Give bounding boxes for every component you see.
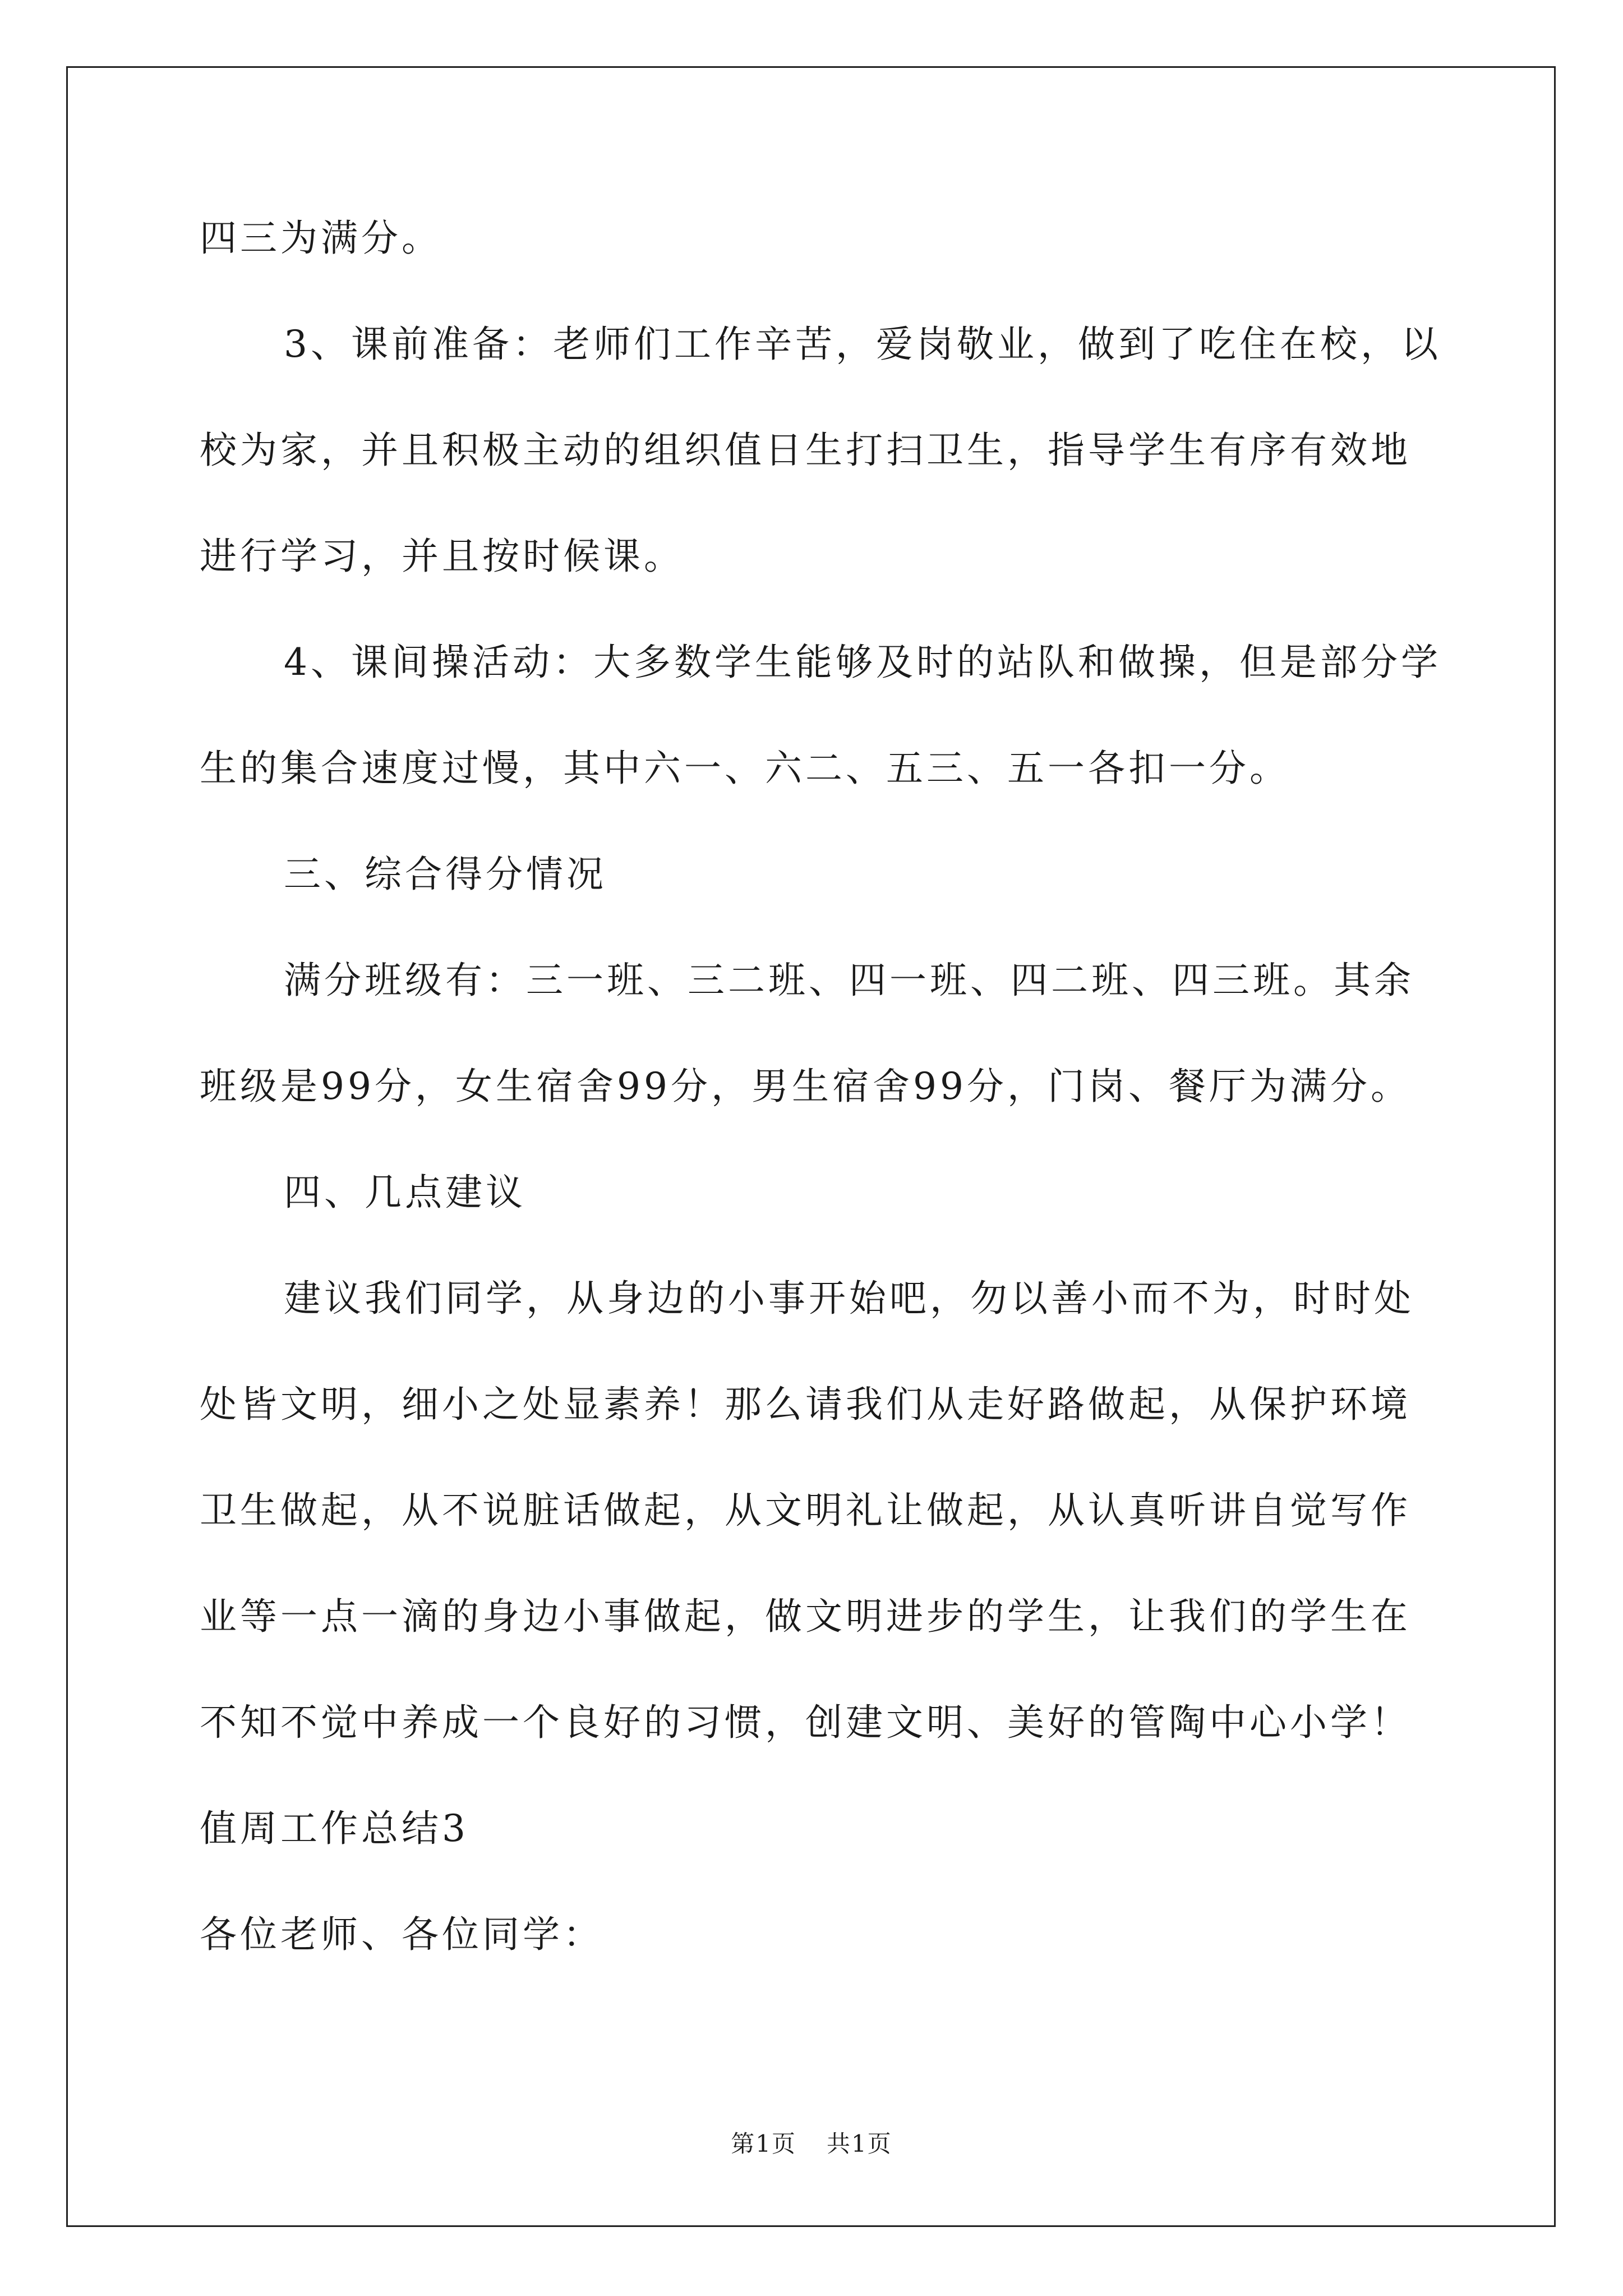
section-heading: 四、几点建议 [284, 1171, 526, 1214]
paragraph-line: 班级是99分，女生宿舍99分，男生宿舍99分，门岗、餐厅为满分。 [200, 1065, 1411, 1108]
paragraph-line: 生的集合速度过慢，其中六一、六二、五三、五一各扣一分。 [200, 747, 1290, 790]
document-body [200, 208, 1441, 2010]
paragraph-line: 不知不觉中养成一个良好的习惯，创建文明、美好的管陶中心小学！ [200, 1701, 1411, 1744]
paragraph-line: 3、课前准备：老师们工作辛苦，爱岗敬业，做到了吃住在校，以 [284, 323, 1441, 366]
salutation: 各位老师、各位同学： [200, 1913, 603, 1956]
paragraph-line: 建议我们同学，从身边的小事开始吧，勿以善小而不为，时时处 [284, 1277, 1414, 1320]
page-number: 第1页 [731, 2130, 796, 2157]
paragraph-line: 业等一点一滴的身边小事做起，做文明进步的学生，让我们的学生在 [200, 1595, 1411, 1638]
paragraph-line: 满分班级有：三一班、三二班、四一班、四二班、四三班。其余 [284, 959, 1414, 1002]
paragraph-line: 卫生做起，从不说脏话做起，从文明礼让做起，从认真听讲自觉写作 [200, 1489, 1411, 1532]
section-heading: 三、综合得分情况 [284, 853, 607, 896]
paragraph-line: 4、课间操活动：大多数学生能够及时的站队和做操，但是部分学 [284, 641, 1441, 684]
paragraph-line: 四三为满分。 [200, 217, 442, 260]
document-title: 值周工作总结3 [200, 1807, 469, 1850]
paragraph-line: 校为家，并且积极主动的组织值日生打扫卫生，指导学生有序有效地 [200, 429, 1411, 472]
page-footer [0, 2127, 1623, 2161]
paragraph-line: 处皆文明，细小之处显素养！那么请我们从走好路做起，从保护环境 [200, 1383, 1411, 1426]
paragraph-line: 进行学习，并且按时候课。 [200, 535, 684, 578]
page-total: 共1页 [827, 2130, 892, 2157]
